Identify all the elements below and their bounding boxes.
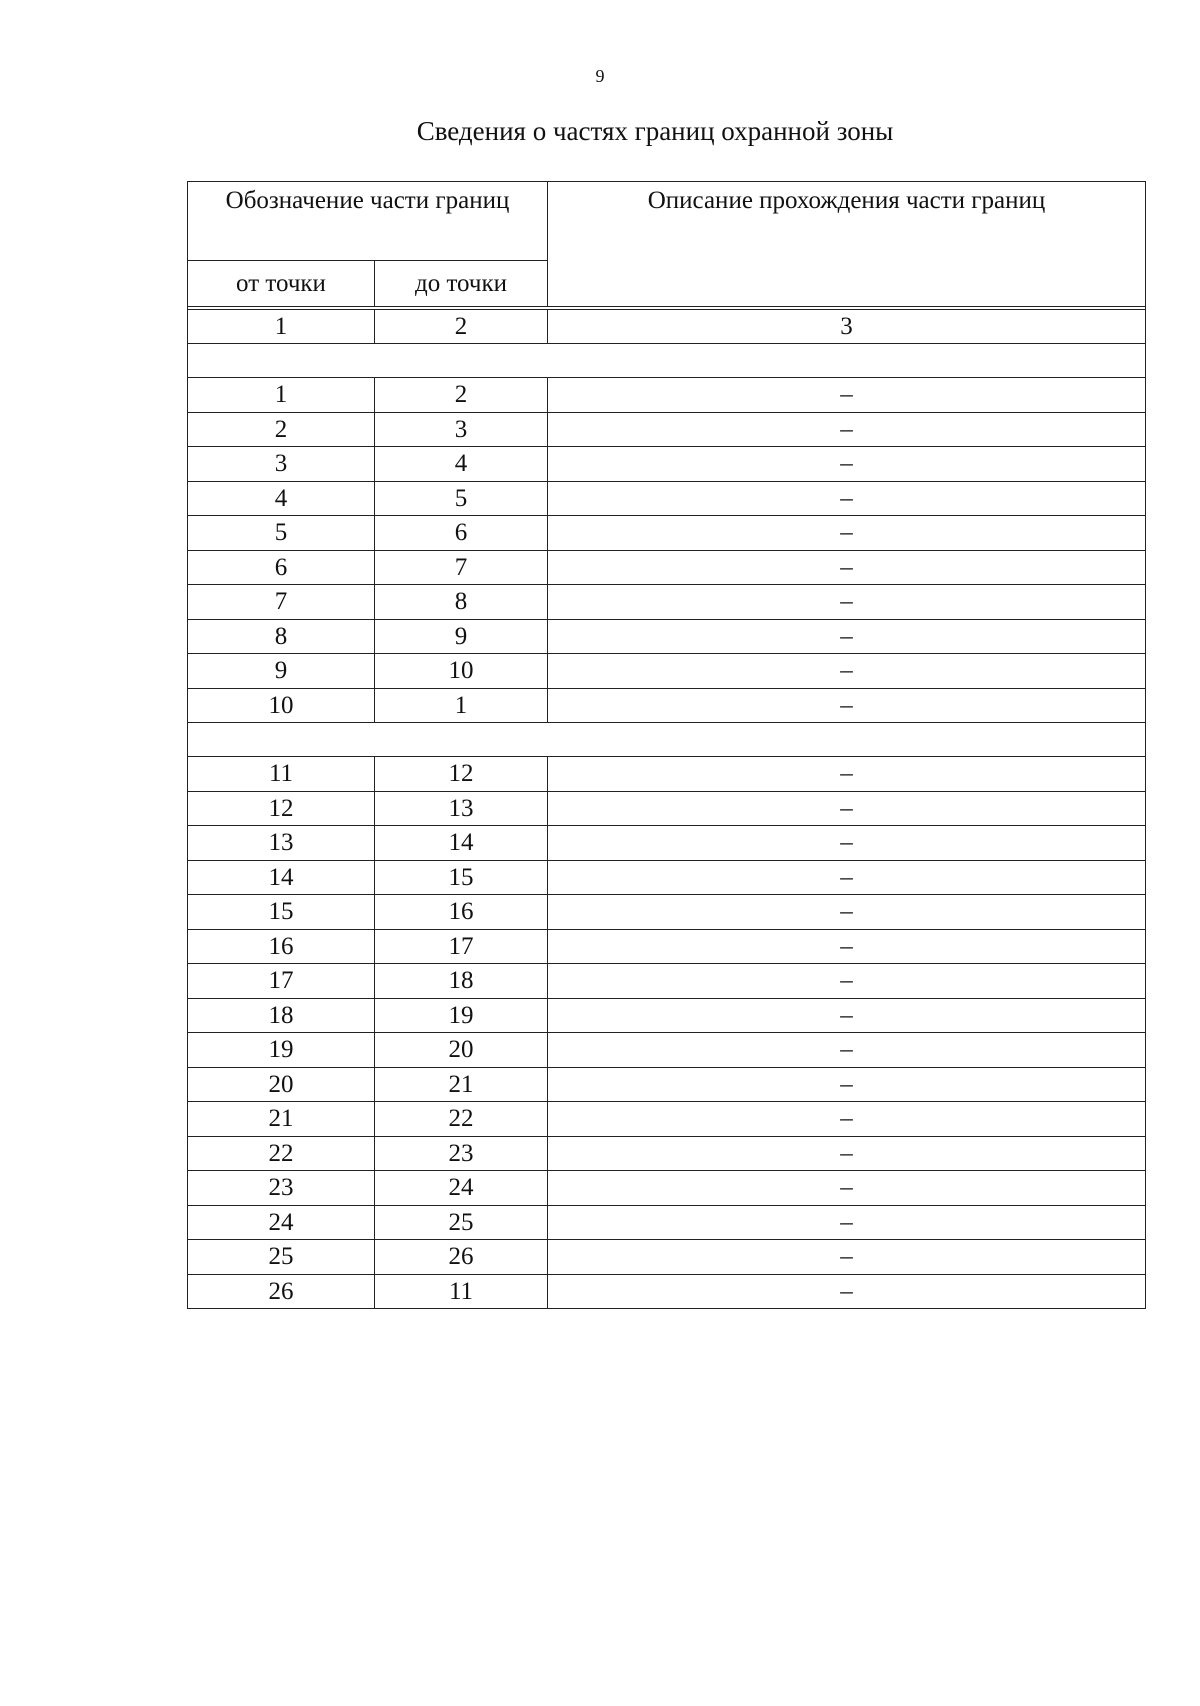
to-point-cell: 23: [375, 1136, 548, 1171]
from-point-cell: 26: [188, 1274, 375, 1309]
description-cell: –: [548, 1205, 1146, 1240]
to-point-cell: 13: [375, 791, 548, 826]
description-cell: –: [548, 550, 1146, 585]
from-point-cell: 21: [188, 1102, 375, 1137]
from-point-cell: 3: [188, 447, 375, 482]
to-point-cell: 20: [375, 1033, 548, 1068]
to-point-cell: 22: [375, 1102, 548, 1137]
from-point-cell: 16: [188, 929, 375, 964]
from-point-cell: 11: [188, 757, 375, 792]
to-point-cell: 24: [375, 1171, 548, 1206]
table-row: [188, 447, 1146, 482]
to-point-cell: 21: [375, 1067, 548, 1102]
to-point-cell: 17: [375, 929, 548, 964]
description-cell: –: [548, 895, 1146, 930]
from-point-cell: 18: [188, 998, 375, 1033]
group-label: [188, 344, 1146, 378]
table-row: [188, 1171, 1146, 1206]
description-cell: –: [548, 757, 1146, 792]
header-from-point: от точки: [188, 261, 375, 307]
from-point-cell: 15: [188, 895, 375, 930]
table-row: [188, 860, 1146, 895]
to-point-cell: 14: [375, 826, 548, 861]
to-point-cell: 10: [375, 654, 548, 689]
table-row: [188, 826, 1146, 861]
header-designation: Обозначение части границ: [188, 182, 548, 261]
description-cell: –: [548, 654, 1146, 689]
from-point-cell: 6: [188, 550, 375, 585]
from-point-cell: 20: [188, 1067, 375, 1102]
from-point-cell: 19: [188, 1033, 375, 1068]
column-number: 1: [188, 310, 375, 344]
from-point-cell: 13: [188, 826, 375, 861]
column-number: 2: [375, 310, 548, 344]
from-point-cell: 14: [188, 860, 375, 895]
description-cell: –: [548, 860, 1146, 895]
table-row: [188, 964, 1146, 999]
boundary-parts-table: [187, 181, 1146, 1309]
description-cell: –: [548, 412, 1146, 447]
description-cell: –: [548, 826, 1146, 861]
to-point-cell: 12: [375, 757, 548, 792]
to-point-cell: 7: [375, 550, 548, 585]
table-row: [188, 378, 1146, 413]
table-row: [188, 895, 1146, 930]
description-cell: –: [548, 998, 1146, 1033]
to-point-cell: 15: [375, 860, 548, 895]
header-description: Описание прохождения части границ: [548, 182, 1146, 307]
description-cell: –: [548, 481, 1146, 516]
table-row: [188, 791, 1146, 826]
header-row: [188, 182, 1146, 261]
from-point-cell: 8: [188, 619, 375, 654]
from-point-cell: 1: [188, 378, 375, 413]
to-point-cell: 5: [375, 481, 548, 516]
to-point-cell: 8: [375, 585, 548, 620]
table-row: [188, 1205, 1146, 1240]
from-point-cell: 10: [188, 688, 375, 723]
from-point-cell: 25: [188, 1240, 375, 1275]
table-row: [188, 1136, 1146, 1171]
group-header-row: [188, 344, 1146, 378]
column-number: 3: [548, 310, 1146, 344]
description-cell: –: [548, 585, 1146, 620]
table-row: [188, 1240, 1146, 1275]
from-point-cell: 24: [188, 1205, 375, 1240]
to-point-cell: 2: [375, 378, 548, 413]
to-point-cell: 18: [375, 964, 548, 999]
from-point-cell: 5: [188, 516, 375, 551]
table-row: [188, 688, 1146, 723]
table-row: [188, 1102, 1146, 1137]
to-point-cell: 4: [375, 447, 548, 482]
to-point-cell: 25: [375, 1205, 548, 1240]
description-cell: –: [548, 1171, 1146, 1206]
description-cell: –: [548, 1240, 1146, 1275]
column-number-row: [188, 310, 1146, 344]
description-cell: –: [548, 1274, 1146, 1309]
table-row: [188, 929, 1146, 964]
table-row: [188, 757, 1146, 792]
description-cell: –: [548, 929, 1146, 964]
table-row: [188, 1274, 1146, 1309]
to-point-cell: 11: [375, 1274, 548, 1309]
table-row: [188, 550, 1146, 585]
table-row: [188, 516, 1146, 551]
to-point-cell: 1: [375, 688, 548, 723]
description-cell: –: [548, 688, 1146, 723]
from-point-cell: 23: [188, 1171, 375, 1206]
to-point-cell: 6: [375, 516, 548, 551]
table-row: [188, 481, 1146, 516]
description-cell: –: [548, 964, 1146, 999]
description-cell: –: [548, 1136, 1146, 1171]
group-header-row: [188, 723, 1146, 757]
description-cell: –: [548, 1033, 1146, 1068]
table-row: [188, 1033, 1146, 1068]
page-number: 9: [595, 66, 605, 86]
table-row: [188, 619, 1146, 654]
description-cell: –: [548, 1067, 1146, 1102]
to-point-cell: 19: [375, 998, 548, 1033]
description-cell: –: [548, 447, 1146, 482]
from-point-cell: 22: [188, 1136, 375, 1171]
document-title: Сведения о частях границ охранной зоны: [416, 116, 894, 146]
to-point-cell: 16: [375, 895, 548, 930]
from-point-cell: 12: [188, 791, 375, 826]
description-cell: –: [548, 516, 1146, 551]
description-cell: –: [548, 619, 1146, 654]
from-point-cell: 7: [188, 585, 375, 620]
to-point-cell: 3: [375, 412, 548, 447]
table-row: [188, 654, 1146, 689]
header-to-point: до точки: [375, 261, 548, 307]
description-cell: –: [548, 1102, 1146, 1137]
table-row: [188, 998, 1146, 1033]
table-row: [188, 412, 1146, 447]
table-row: [188, 585, 1146, 620]
description-cell: –: [548, 378, 1146, 413]
from-point-cell: 2: [188, 412, 375, 447]
from-point-cell: 17: [188, 964, 375, 999]
to-point-cell: 26: [375, 1240, 548, 1275]
group-label: [188, 723, 1146, 757]
to-point-cell: 9: [375, 619, 548, 654]
from-point-cell: 9: [188, 654, 375, 689]
from-point-cell: 4: [188, 481, 375, 516]
description-cell: –: [548, 791, 1146, 826]
table-row: [188, 1067, 1146, 1102]
